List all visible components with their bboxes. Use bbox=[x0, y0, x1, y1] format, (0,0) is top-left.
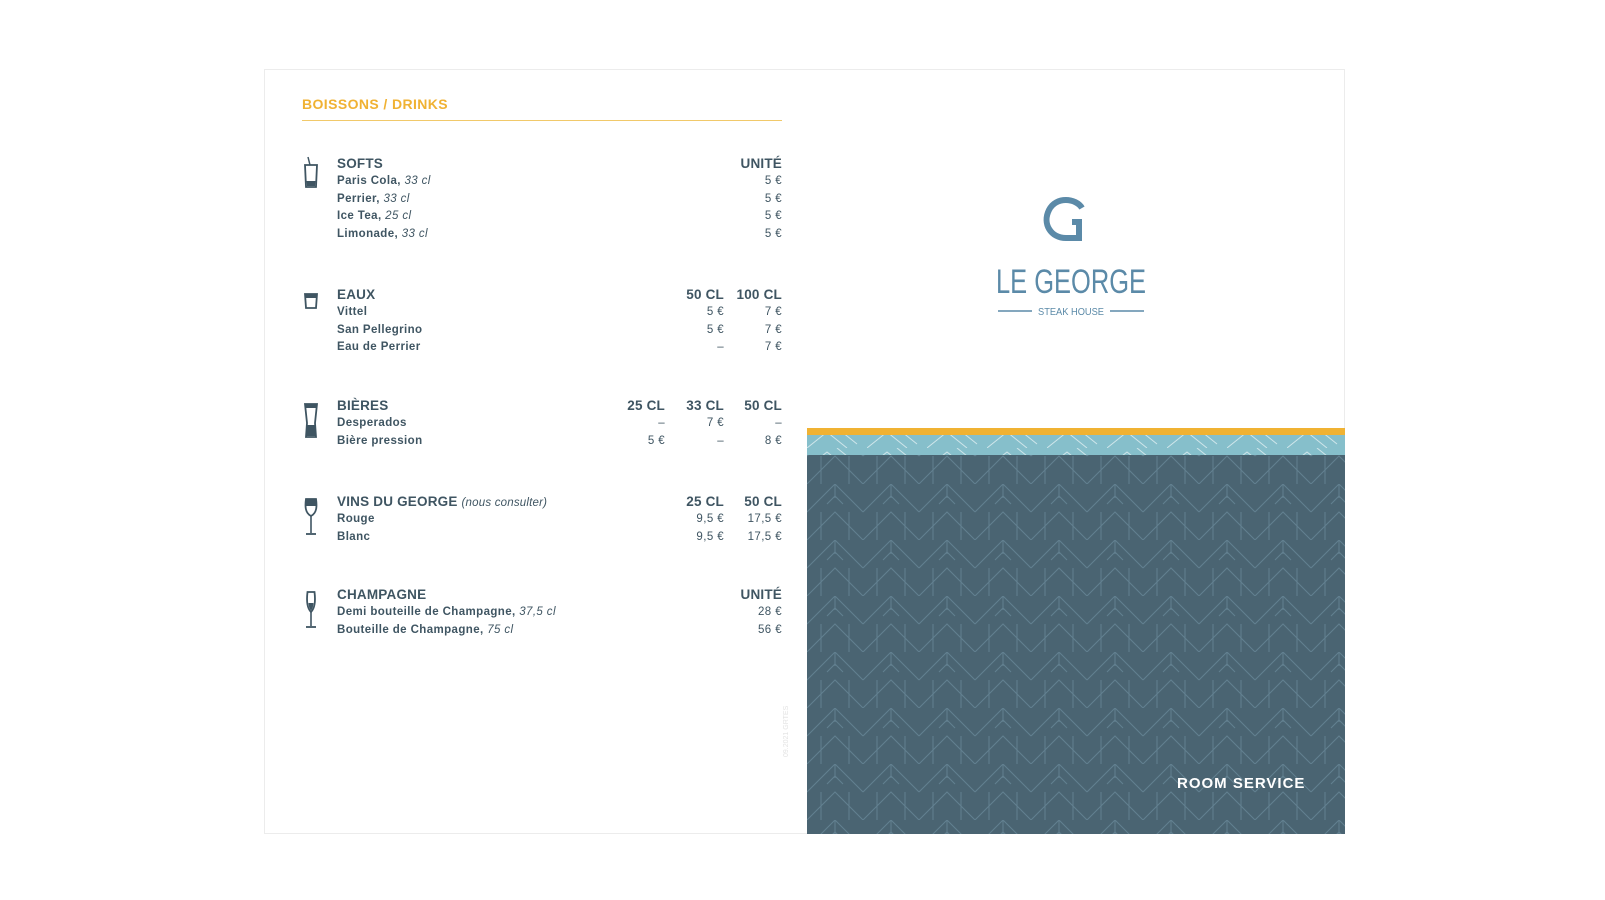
item-size: 75 cl bbox=[487, 623, 514, 636]
item-size: 33 cl bbox=[404, 175, 431, 187]
item-size: 33 cl bbox=[383, 192, 410, 205]
room-service-label: ROOM SERVICE bbox=[1177, 775, 1306, 792]
item-name: Demi bouteille de Champagne bbox=[337, 606, 513, 618]
menu-item: Demi bouteille de Champagne, 37,5 cl 28 € bbox=[337, 606, 782, 618]
item-price: 9,5 € bbox=[696, 530, 724, 543]
cover-panel bbox=[807, 428, 1345, 834]
page-title: BOISSONS / DRINKS bbox=[302, 96, 782, 121]
item-price: 5 € bbox=[764, 175, 782, 187]
section-header bbox=[337, 156, 782, 175]
menu-item bbox=[337, 417, 782, 435]
item-size: 25 cl bbox=[385, 210, 412, 222]
soft-drink-glass-icon bbox=[302, 156, 320, 194]
item-size: 33 cl bbox=[401, 227, 429, 240]
column-header: UNITÉ bbox=[740, 587, 782, 602]
logo-tagline: STEAK HOUSE bbox=[1038, 306, 1104, 318]
menu-item bbox=[337, 531, 782, 549]
item-price: 5 € bbox=[706, 323, 724, 336]
column-header: 33 CL bbox=[686, 398, 724, 413]
section-title: CHAMPAGNE bbox=[337, 587, 427, 602]
item-price: 5 € bbox=[764, 210, 782, 222]
item-price: 28 € bbox=[758, 606, 782, 618]
logo-name: LE GEORGE bbox=[996, 263, 1146, 301]
item-name: Eau de Perrier bbox=[337, 341, 421, 353]
item-price: 7 € bbox=[706, 417, 724, 429]
le-george-logo bbox=[996, 190, 1146, 320]
item-price: 56 € bbox=[758, 623, 782, 636]
column-header: 50 CL bbox=[744, 398, 782, 413]
water-glass-icon bbox=[302, 292, 320, 330]
item-price: 5 € bbox=[764, 192, 782, 205]
menu-item bbox=[337, 435, 782, 453]
column-header: 50 CL bbox=[686, 287, 724, 302]
item-price: – bbox=[717, 341, 724, 353]
column-header: 25 CL bbox=[627, 398, 665, 413]
item-price: 5 € bbox=[647, 434, 665, 447]
section-title: BIÈRES bbox=[337, 398, 389, 413]
menu-item bbox=[337, 324, 782, 342]
item-name: San Pellegrino bbox=[337, 323, 423, 336]
item-size: 37,5 cl bbox=[519, 606, 556, 618]
menu-item bbox=[337, 306, 782, 324]
item-name: Vittel bbox=[337, 306, 368, 318]
item-name: Blanc bbox=[337, 530, 371, 543]
item-price: 7 € bbox=[764, 306, 782, 318]
item-price: 7 € bbox=[764, 341, 782, 353]
column-header: 100 CL bbox=[736, 287, 782, 302]
item-name: Bière pression bbox=[337, 434, 423, 447]
item-name: Paris Cola bbox=[337, 175, 398, 187]
menu-item bbox=[337, 341, 782, 359]
section-header bbox=[337, 398, 782, 417]
menu-item: Bouteille de Champagne, 75 cl 56 € bbox=[337, 623, 782, 636]
section-title: SOFTS bbox=[337, 156, 384, 171]
section-title: VINS DU GEORGE bbox=[337, 494, 458, 509]
item-name: Limonade bbox=[337, 227, 395, 240]
menu-item: Paris Cola, 33 cl 5 € bbox=[337, 175, 782, 187]
item-name: Desperados bbox=[337, 417, 407, 429]
beer-glass-icon bbox=[302, 403, 320, 441]
column-header: 50 CL bbox=[744, 494, 782, 509]
drinks-header bbox=[302, 96, 782, 121]
item-price: 9,5 € bbox=[696, 513, 724, 525]
item-price: 7 € bbox=[764, 323, 782, 336]
menu-item: Limonade, 33 cl 5 € bbox=[337, 227, 782, 240]
item-price: 8 € bbox=[764, 434, 782, 447]
item-price: 17,5 € bbox=[747, 513, 782, 525]
section-header bbox=[337, 287, 782, 306]
menu-item bbox=[337, 513, 782, 531]
section-header bbox=[337, 587, 782, 606]
item-price: 5 € bbox=[706, 306, 724, 318]
menu-item: Perrier, 33 cl 5 € bbox=[337, 192, 782, 205]
item-name: Ice Tea bbox=[337, 210, 378, 222]
wine-glass-icon bbox=[302, 498, 320, 536]
champagne-flute-icon bbox=[302, 591, 320, 629]
item-price: 5 € bbox=[764, 227, 782, 240]
item-price: – bbox=[775, 417, 782, 429]
item-name: Bouteille de Champagne bbox=[337, 623, 480, 636]
column-header: 25 CL bbox=[686, 494, 724, 509]
menu-item: Ice Tea, 25 cl 5 € bbox=[337, 210, 782, 222]
section-title: EAUX bbox=[337, 287, 376, 302]
section-note: (nous consulter) bbox=[461, 497, 548, 509]
item-name: Rouge bbox=[337, 513, 375, 525]
item-price: – bbox=[658, 417, 665, 429]
section-header bbox=[337, 494, 782, 513]
item-price: 17,5 € bbox=[747, 530, 782, 543]
version-code: 09.2021 GRTES bbox=[783, 705, 790, 757]
item-price: – bbox=[717, 434, 724, 447]
item-name: Perrier bbox=[337, 192, 377, 205]
column-header: UNITÉ bbox=[740, 156, 782, 171]
